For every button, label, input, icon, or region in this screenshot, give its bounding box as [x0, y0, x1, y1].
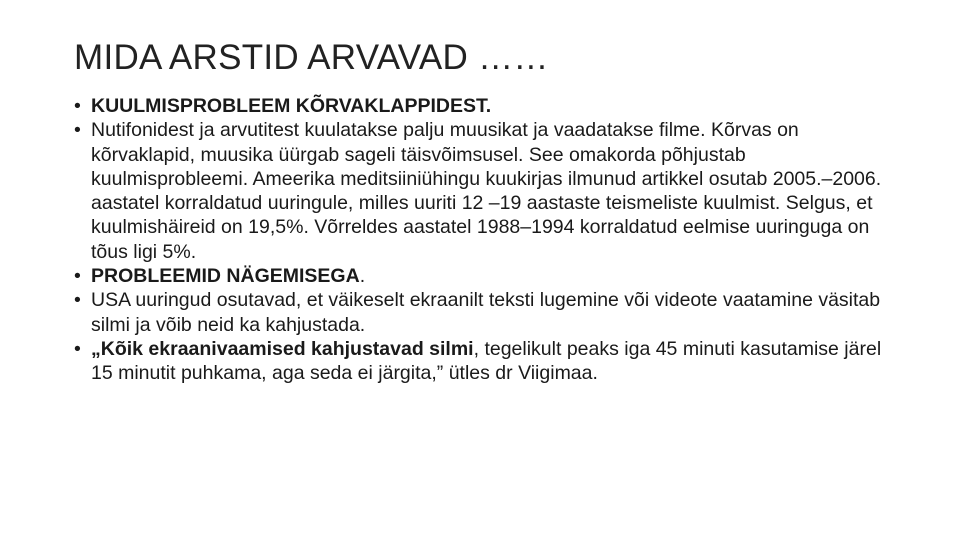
bullet-dot-icon: • [74, 337, 81, 360]
bullet-text: USA uuringud osutavad, et väikeselt ekraanilt teksti lugemine või videote vaatamine väsitab silmi ja võib neid ka kahjustada. [91, 289, 881, 336]
bullet-text: . [359, 265, 366, 288]
bullet-list [74, 94, 904, 386]
bullet-dot-icon: • [74, 265, 81, 288]
bullet-item [74, 94, 904, 118]
bullet-text: Nutifonidest ja arvutitest kuulatakse palju muusikat ja vaadatakse filme. Kõrvas on kõrvaklapid, muusika üürgab sageli täisvõimsusel. See omakorda põhjustab kuulmisprobleemi. Ameerika meditsiiniühingu kuukirjas ilmunud artikkel osutab 2005.–2006. aastatel korraldatud uuringule, milles uuriti 12 –19 aastaste teismeliste kuulmist. Selgus, et kuulmishäireid on 19,5%. Võrreldes aastatel 1988–1994 korraldatud eelmise uuringuga on tõus ligi 5%. [91, 119, 882, 263]
bullet-bold-text: PROBLEEMID NÄGEMISEGA [91, 265, 360, 288]
bullet-item [74, 264, 904, 288]
bullet-bold-text: „Kõik ekraanivaamised kahjustavad silmi [91, 337, 474, 360]
bullet-bold-text: KUULMISPROBLEEM KÕRVAKLAPPIDEST. [91, 95, 492, 117]
bullet-dot-icon: • [74, 289, 81, 312]
bullet-text: , tegelikult peaks iga 45 minuti kasutamise järel 15 minutit puhkama, aga seda ei järgita,” ütles dr Viigimaa. [91, 337, 882, 385]
bullet-item [74, 288, 904, 337]
bullet-item [74, 337, 904, 386]
bullet-item [74, 118, 904, 264]
bullet-dot-icon: • [74, 95, 81, 117]
slide-title: MIDA ARSTID ARVAVAD …… [74, 38, 549, 77]
bullet-dot-icon: • [74, 119, 81, 142]
